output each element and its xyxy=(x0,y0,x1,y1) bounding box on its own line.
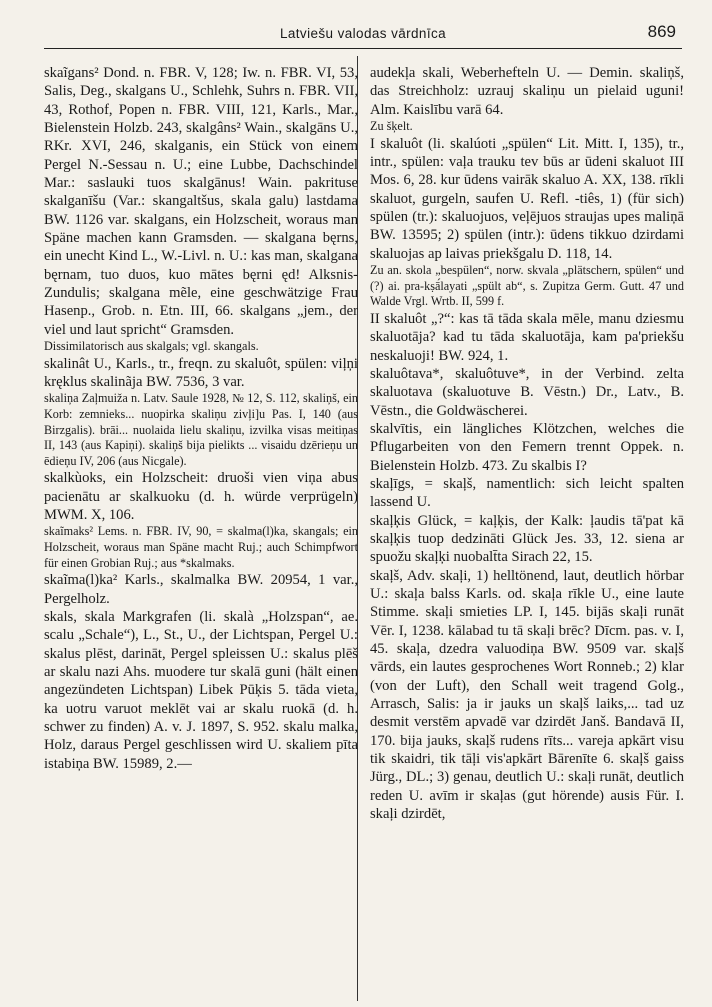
note-skaluot-etymology: Zu an. skola „bespülen“, norw. skvala „plätschern, spülen“ und (?) ai. pra-kṣā́layati „spült ab“, s. Zupitza Germ. Gutt. 47 und Walde Vrgl. Wrtb. II, 599 f. xyxy=(370,263,684,309)
entry-skaligs: skaļīgs, = skaļš, namentlich: sich leicht spalten lassend U. xyxy=(370,475,684,511)
note-skalgans: Dissimilatorisch aus skalgals; vgl. skangals. xyxy=(44,339,259,354)
note-zu-skelt: Zu šķelt. xyxy=(370,119,413,134)
entry-skaluot-1: I skaluôt (li. skalúoti „spülen“ Lit. Mitt. I, 135), tr., intr., spülen: vaļa trauku tev būs ar ūdeni skaluot III Mos. 6, 28. kur ūdens vairāk skaluo A. XX, 138. rīkli skaluot, gurgeln, saufen U. Refl. -tiês, 1) (für sich) spülen (tr.): skaluojuos, veļējuos straujas upes maliņā BW. 13595; 2) spülen (intr.): ūdens tikkuo dzirdami skaluojas ap laivas priekšgalu D. 118, 14. xyxy=(370,135,684,262)
left-column xyxy=(44,64,358,773)
entry-skals-adj: skaļš, Adv. skaļi, 1) helltönend, laut, deutlich hörbar U.: skaļa balss Karls. od. skaļa rīkle U., eine laute Stimme. skaļi smieties LP. I, 145. bijās skaļi runāt Vēr. I, 1238. kālabad tu tā skaļi brēc? Dīcm. pas. v. I, 45. skaļa, dzedra valuodiņa BW. 9509 var. skaļš vārds, ein lautes gesprochenes Wort Ronneb.; 2) klar (von der Luft), den Schall weit tragend Golg., Arrasch, Salis: ja ir jauks un skaļš laiks,... tad uz desmit verstēm apvadē var dzirdēt Janš. Bandavā II, 170. bija jauks, skaļš rudens rīts... vareja apkārt visu tik skaidri, tik tāļi vis'apkārt Bārenīte 6. skaļš gaiss Jürg., DL.; 3) genau, deutlich U.: skaļi runāt, deutlich reden U. avīm ir skaļas (gut hörende) ausis Für. I. skaļi dzirdēt, xyxy=(370,567,684,823)
page-number: 869 xyxy=(647,22,676,41)
entry-skalkis: skaļķis Glück, = kaļķis, der Kalk: ļaudis tā'pat kā skaļķis tuop dedzināti Glück Jes. 33, 12. siena ar spuožu skaļķi nuobalt̄ta Sirach 22, 15. xyxy=(370,512,684,566)
right-column xyxy=(370,64,684,823)
running-title: Latviešu valodas vārdnīca xyxy=(279,26,447,41)
entry-skalmalka: skaĩma(l)ka² Karls., skalmalka BW. 20954, 1 var., Pergelholz. xyxy=(44,572,358,607)
entry-skalkuoks: skalkùoks, ein Holzscheit: druoši vien viņa abus pacienātu ar skalkuoku (d. h. würde verprügeln) MWM. X, 106. xyxy=(44,470,358,524)
entry-skaluotava: skaluôtava*, skaluôtuve*, in der Verbind. zelta skaluotava (skaluotuve B. Vēstn.) Dr., Latv., B. Vēstn., die Goldwäscherei. xyxy=(370,365,684,419)
entry-skalina: skaliņa Zaļmuiža n. Latv. Saule 1928, № 12, S. 112, skaliņš, ein Korb: zemnieks... nuopirka skaliņu zivļi]u Pas. I, 140 (aus Birzgalis). brāi... nuolaida lielu skaliņu, izvilka visas meitiņas II, 143 (aus Kapiņi). skaliņš bija pielikts ... visaidu dzērieņu un ēdieņu IV, 206 (aus Nicgale). xyxy=(44,391,358,468)
entry-skalvitis: skalvītis, ein längliches Klötzchen, welches die Pflugarbeiten von den Femern trennt Oppek. n. Bielenstein Holzb. 473. Zu skalbis I? xyxy=(370,420,684,474)
entry-skals: skals, skala Markgrafen (li. skalà „Holzspan“, ae. scalu „Schale“), L., St., U., der Lichtspan, Pergel U.: skalus plēst, darināt, Pergel spleissen U.: skalus plēš ar skalu nazi Ahs. muodere tur skalā guni (hält einen angezündeten Lichtspan) Libek Pūķis 5. tāda vieta, ka uotru varuot meklēt vai ar skalu ruokā (d. h. schwer zu finden) A. v. J. 1897, S. 952. skalu malka, Holz, daraus Pergel geschlissen wird U. skaliem pīta istabiņa BW. 15989, 2.— xyxy=(44,608,358,772)
page-header xyxy=(44,22,682,49)
entry-skals-continued: audekļa skali, Weberhefteln U. — Demin. skaliņš, das Streichholz: uzrauj skaliņu un pielaid uguni! Alm. Kaislību varā 64. xyxy=(370,65,684,118)
entry-skalinat: skalinât U., Karls., tr., freqn. zu skaluôt, spülen: viļņi kręklus skalinãja BW. 7536, 3 var. xyxy=(44,355,358,391)
entry-skalgans: skaĩgans² Dond. n. FBR. V, 128; Iw. n. FBR. VI, 53, Salis, Deg., skalgans U., Schlehk, Suhrs n. FBR. VII, 43, Rothof, Popen n. FBR. VIII, 121, Karls., Mar., Bielenstein Holzb. 243, skalgâns² Wain., skalgāns U., RKr. XVI, 246, skalganis, ein Stück von einem Pergel N.-Sessau n. U.; eine Lubbe, Dachschindel Mar.: saslauki tuos skalgānus! Wain. pakrituse skalganīšu (Var.: skangaltšus, skala galu) lastdama BW. 1126 var. skalgans, ein Holzscheit, woraus man Späne machen kann Gramsden. — skalgana bęrns, ein unecht Kind L., W.-Livl. n. U.: kas man, skalgana bęrnam, tuo duos, kuo mātes bęrni ęd! Alksnis-Zundulis; skalgana mẽle, eine geschwätzige Frau Hasenp., Grob. n. Etn. III, 66. skalgans „jem., der viel und laut spricht“ Gramsden. xyxy=(44,65,358,338)
entry-skalmaks: skaĩmaks² Lems. n. FBR. IV, 90, = skalma(l)ka, skangals; ein Holzscheit, woraus man Späne macht Ruj.; auch Schimpfwort für einen Grobian Ruj.; aus *skalmaks. xyxy=(44,524,358,570)
entry-skaluot-2: II skaluôt „?“: kas tā tāda skala mēle, manu dziesmu skaluotāja? kad tu tāda skaluotāja, kam pa'priekšu neskaluoji! BW. 924, 1. xyxy=(370,310,684,364)
